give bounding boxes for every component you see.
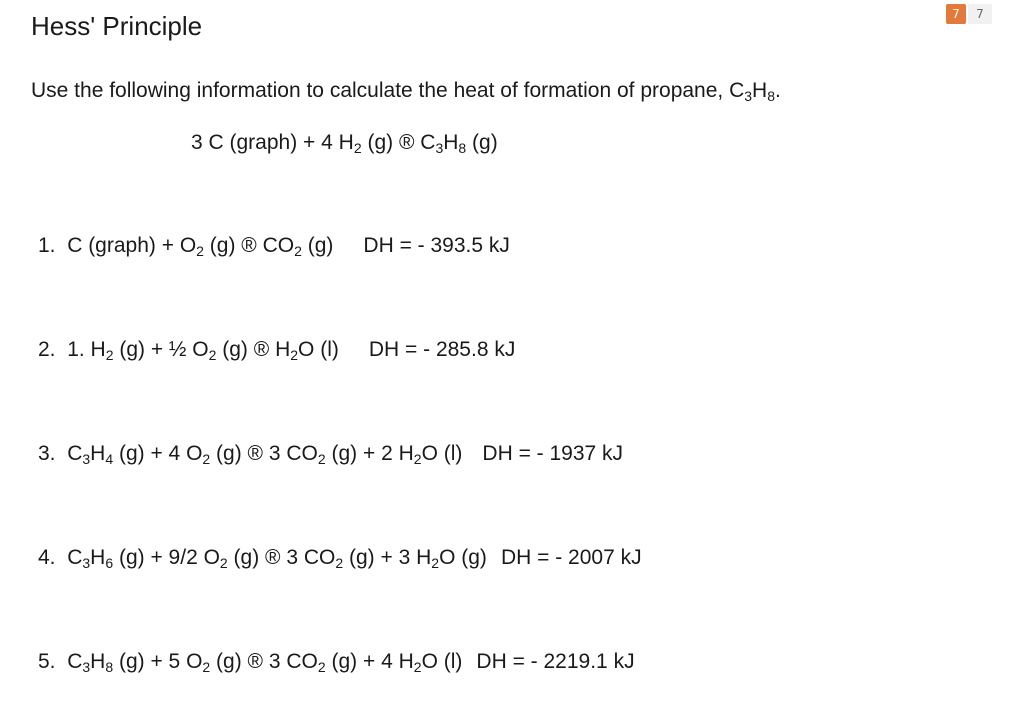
equation-2: 2. 1. $H_2$ (g) + ½ $O_2$ (g) ® $H_2O$ (l) DH = - 285.8 kJ xyxy=(38,338,516,363)
equation-5: 5. $C_3H_8$ (g) + 5 $O_2$ (g) ® 3 $CO_2$ (g) + 4 $H_2O$ (l) DH = - 2219.1 kJ xyxy=(38,650,635,675)
current-page-badge[interactable]: 7 xyxy=(946,4,966,24)
enthalpy-value: DH = - 2007 kJ xyxy=(500,546,642,569)
equation-4: 4. $C_3H_6$ (g) + 9/2 $O_2$ (g) ® 3 $CO_2$ (g) + 3 $H_2O$ (g) DH = - 2007 kJ xyxy=(38,546,642,571)
enthalpy-value: DH = - 393.5 kJ xyxy=(363,234,510,257)
page-title: Hess' Principle xyxy=(31,11,203,41)
equation-3: 3. $C_3H_4$ (g) + 4 $O_2$ (g) ® 3 $CO_2$ (g) + 2 $H_2O$ (l) DH = - 1937 kJ xyxy=(38,442,624,467)
enthalpy-value: DH = - 2219.1 kJ xyxy=(476,650,635,673)
target-reaction: 3 C (graph) + 4 $H_2$ (g) ® $C_3H_8$ (g) xyxy=(191,131,498,156)
page-counter xyxy=(946,4,992,24)
enthalpy-value: DH = - 285.8 kJ xyxy=(368,338,516,361)
equation-1: 1. C (graph) + $O_2$ (g) ® $CO_2$ (g) DH = - 393.5 kJ xyxy=(38,234,510,259)
total-pages-badge: 7 xyxy=(968,4,992,24)
intro-text: Use the following information to calculate the heat of formation of propane, $C_3H_8$. xyxy=(31,79,781,104)
enthalpy-value: DH = - 1937 kJ xyxy=(482,442,624,465)
